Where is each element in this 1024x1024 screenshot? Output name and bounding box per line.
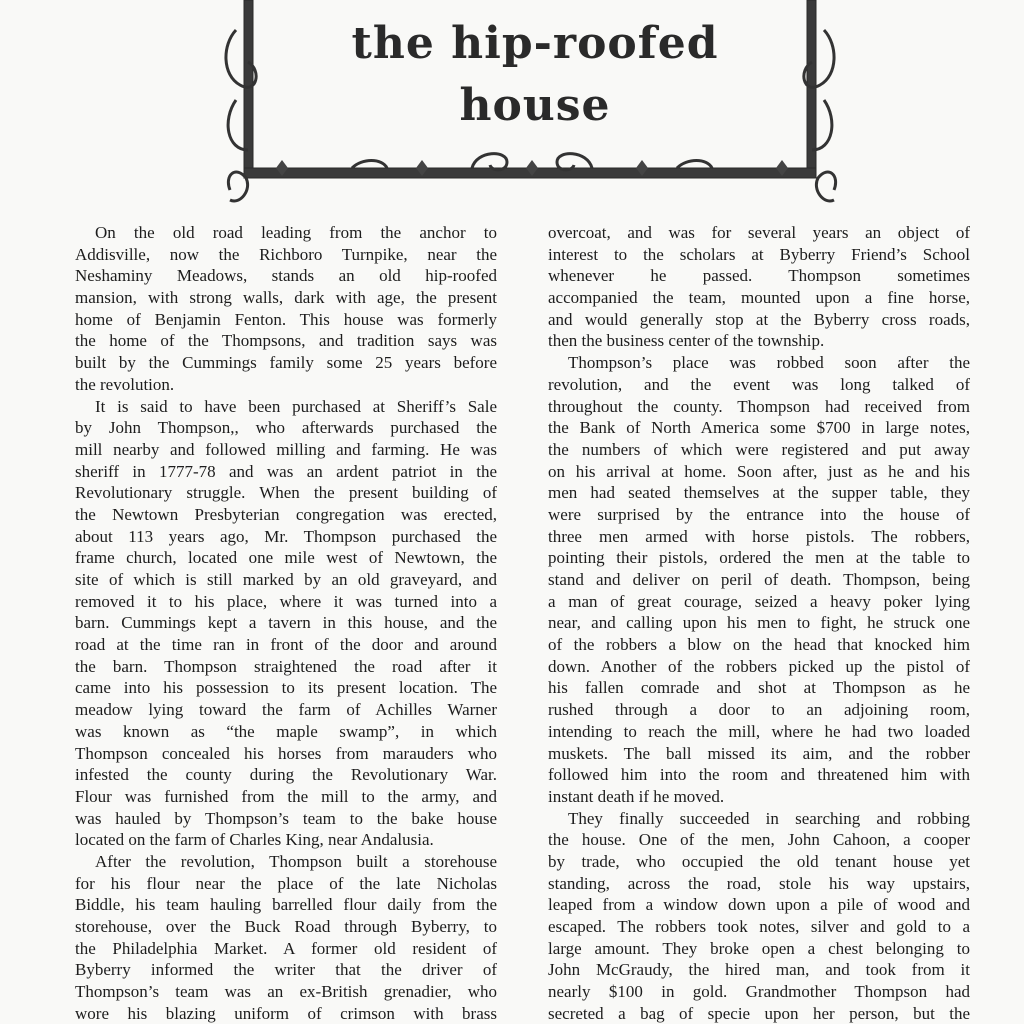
text-line: Flour was furnished from the mill to the army, and (75, 786, 497, 806)
text-line: rushed through a door to an adjoining room, (548, 700, 970, 720)
text-line: the house. One of the men, John Cahoon, a cooper (548, 830, 970, 850)
text-line: John McGraudy, the hired man, and took from it (548, 960, 970, 980)
text-line: revolution, and the event was long talked of (548, 374, 970, 394)
text-line: On the old road leading from the anchor to (95, 223, 497, 242)
text-line: home of Benjamin Fenton. This house was formerly (75, 309, 497, 329)
text-line: intending to reach the mill, where he had two loaded (548, 721, 970, 741)
article-title-line-2: house (459, 80, 611, 131)
text-line: Addisville, now the Richboro Turnpike, near the (75, 244, 497, 264)
text-line: the revolution. (75, 374, 175, 394)
text-line: standing, across the road, stole his way upstairs, (548, 873, 970, 893)
text-line: secreted a bag of specie upon her person, but the (548, 1003, 970, 1023)
text-line: a man of great courage, seized a heavy poker lying (548, 591, 970, 611)
text-column-left (75, 222, 497, 1024)
text-line: located on the farm of Charles King, near Andalusia. (75, 830, 434, 850)
text-line: Revolutionary struggle. When the present building of (75, 483, 497, 503)
text-line: then the business center of the township. (548, 331, 825, 351)
text-line: was hauled by Thompson’s team to the bake house (75, 808, 497, 828)
text-line: site of which is still marked by an old graveyard, and (75, 570, 497, 589)
text-line: men had seated themselves at the supper table, they (548, 483, 970, 503)
text-line: They finally succeeded in searching and robbing (568, 808, 970, 828)
text-line: infested the county during the Revolutionary War. (75, 765, 497, 785)
article-title: the hip-roofed (351, 18, 719, 69)
text-line: throughout the county. Thompson had received from (548, 396, 970, 416)
text-line: mill nearby and followed milling and farming. He was (75, 439, 497, 459)
text-line: wore his blazing uniform of crimson with brass (75, 1003, 497, 1023)
text-column-right (548, 222, 970, 1024)
text-line: by John Thompson,, who afterwards purchased the (75, 418, 497, 438)
text-line: removed it to his place, where it was turned into a (75, 591, 497, 611)
text-line: interest to the scholars at Byberry Friend’s School (548, 244, 970, 264)
text-line: Thompson’s team was an ex-British grenadier, who (75, 982, 497, 1002)
text-line: meadow lying toward the farm of Achilles Warner (75, 700, 497, 720)
text-line: the Bank of North America some $700 in large notes, (548, 418, 970, 438)
text-line: near, and calling upon his men to fight, he struck one (548, 613, 970, 633)
paragraph (75, 222, 497, 396)
text-line: road at the time ran in front of the door and around (75, 635, 497, 655)
text-line: three men armed with horse pistols. The robbers, (548, 526, 970, 546)
paragraph (548, 808, 970, 1024)
text-line: frame church, located one mile west of Newtown, the (75, 548, 497, 568)
text-line: followed him into the room and threatened him with (548, 765, 970, 785)
text-line: muskets. The ball missed its aim, and the robber (548, 743, 970, 763)
text-line: nearly $100 in gold. Grandmother Thompson had (548, 982, 970, 1002)
text-line: Thompson’s place was robbed soon after the (568, 353, 970, 373)
text-line: the Philadelphia Market. A former old resident of (75, 938, 497, 958)
text-line: escaped. The robbers took notes, silver and gold to a (548, 917, 970, 936)
text-line: the home of the Thompsons, and tradition says was (75, 331, 497, 351)
text-line: It is said to have been purchased at Sheriff’s Sale (95, 396, 497, 416)
text-line: built by the Cummings family some 25 years before (75, 353, 497, 373)
text-line: about 113 years ago, Mr. Thompson purchased the (75, 526, 497, 546)
text-line: the barn. Thompson straightened the road after it (75, 656, 497, 676)
text-line: instant death if he moved. (548, 786, 725, 806)
text-line: was known as “the maple swamp”, in which (75, 721, 497, 741)
text-line: the Newtown Presbyterian congregation was erected, (75, 504, 497, 524)
paragraph (75, 851, 497, 1024)
text-line: came into his possession to its present location. The (75, 678, 497, 698)
text-line: After the revolution, Thompson built a storehouse (95, 851, 497, 871)
text-line: pointing their pistols, ordered the men at the table to (548, 548, 970, 568)
text-line: leaped from a window down upon a pile of wood and (548, 895, 970, 915)
text-line: Thompson concealed his horses from marauders who (75, 743, 497, 763)
text-line: storehouse, over the Buck Road through Byberry, to (75, 917, 497, 936)
text-line: the numbers of which were registered and put away (548, 439, 970, 459)
text-line: Neshaminy Meadows, stands an old hip-roofed (75, 266, 497, 286)
text-line: his fallen comrade and shot at Thompson as he (548, 678, 970, 698)
text-line: barn. Cummings kept a tavern in this house, and the (75, 613, 497, 633)
paragraph (548, 352, 970, 807)
text-line: mansion, with strong walls, dark with age, the present (75, 288, 497, 308)
text-line: Byberry informed the writer that the driver of (75, 960, 497, 980)
text-line: of the robbers a blow on the head that knocked him (548, 635, 970, 655)
text-line: for his flour near the place of the late Nicholas (75, 873, 497, 893)
text-line: large amount. They broke open a chest belonging to (548, 938, 970, 958)
text-line: Biddle, his team hauling barrelled flour daily from the (75, 895, 497, 915)
text-line: down. Another of the robbers picked up the pistol of (548, 656, 970, 676)
paragraph (548, 222, 970, 352)
text-line: stand and deliver on peril of death. Thompson, being (548, 570, 970, 589)
text-line: on his arrival at home. Soon after, just as he and his (548, 461, 970, 481)
text-line: sheriff in 1777-78 and was an ardent patriot in the (75, 461, 497, 481)
text-line: whenever he passed. Thompson sometimes (548, 266, 970, 286)
text-line: by trade, who occupied the old tenant house yet (548, 851, 970, 871)
text-line: were surprised by the entrance into the house of (548, 504, 970, 524)
paragraph (75, 396, 497, 851)
text-line: and would generally stop at the Byberry cross roads, (548, 309, 970, 329)
text-line: accompanied the team, mounted upon a fine horse, (548, 288, 970, 308)
text-line: overcoat, and was for several years an object of (548, 223, 970, 242)
